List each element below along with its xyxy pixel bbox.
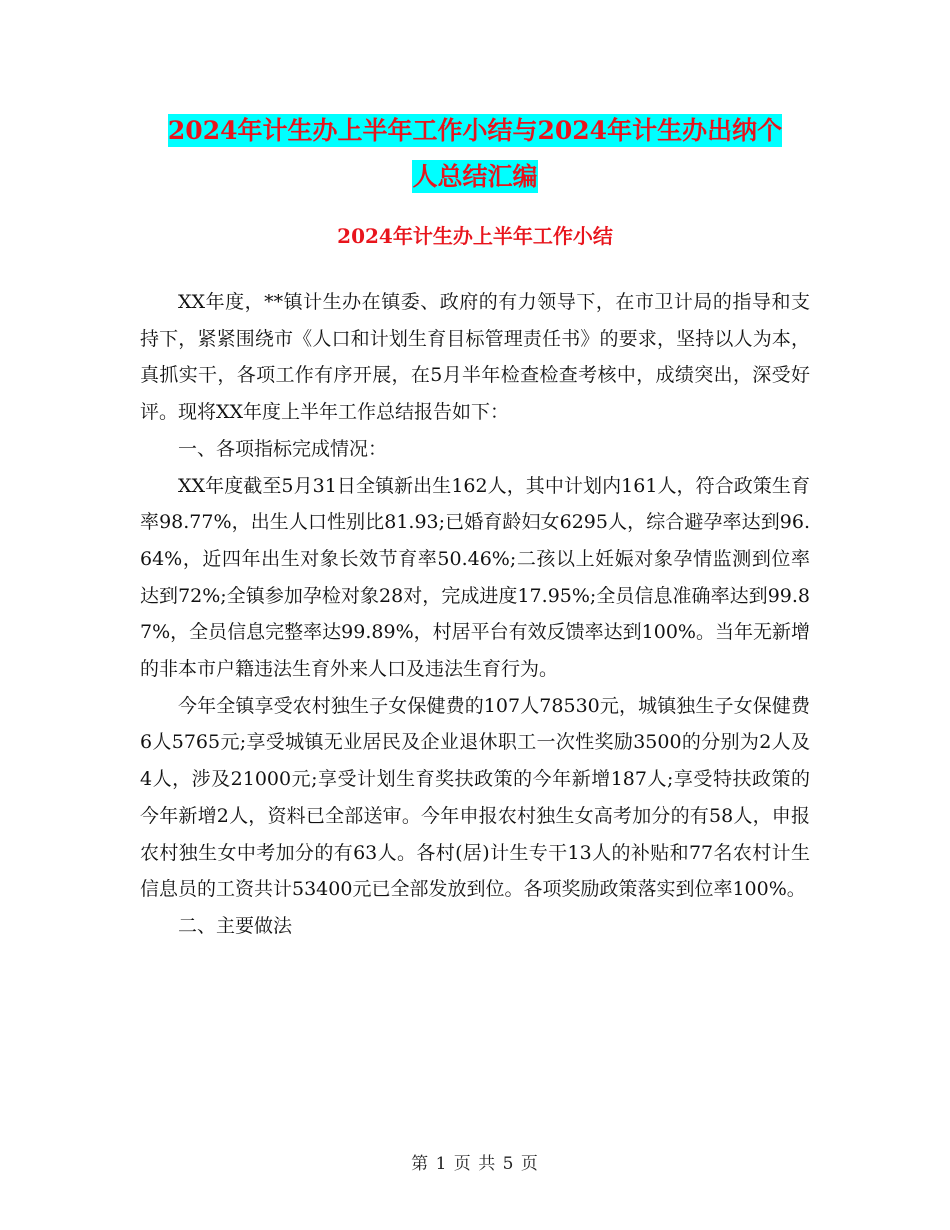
title-line-1: 2024年计生办上半年工作小结与2024年计生办出纳个 <box>167 116 783 145</box>
page-footer: 第 1 页 共 5 页 <box>411 1154 539 1174</box>
document-body <box>140 284 810 945</box>
paragraph-rewards: 今年全镇享受农村独生子女保健费的107人78530元，城镇独生子女保健费6人5765元;享受城镇无业居民及企业退休职工一次性奖励3500的分别为2人及4人，涉及21000元;享受计划生育奖扶政策的今年新增187人;享受特扶政策的今年新增2人，资料已全部送审。今年申报农村独生女高考加分的有58人，申报农村独生女中考加分的有63人。各村(居)计生专干13人的补贴和77名农村计生信息员的工资共计53400元已全部发放到位。各项奖励政策落实到位率100%。 <box>140 694 810 901</box>
paragraph-statistics: XX年度截至5月31日全镇新出生162人，其中计划内161人，符合政策生育率98.77%，出生人口性别比81.93;已婚育龄妇女6295人，综合避孕率达到96.64%，近四年出生对象长效节育率50.46%;二孩以上妊娠对象孕情监测到位率达到72%;全镇参加孕检对象28对，完成进度17.95%;全员信息准确率达到99.87%，全员信息完整率达99.89%，村居平台有效反馈率达到100%。当年无新增的非本市户籍违法生育外来人口及违法生育行为。 <box>140 474 810 681</box>
heading-indicators: 一、各项指标完成情况： <box>178 437 388 460</box>
heading-main-practices: 二、主要做法 <box>178 914 293 937</box>
title-line-2: 人总结汇编 <box>412 162 538 191</box>
section-title: 2024年计生办上半年工作小结 <box>337 224 613 248</box>
paragraph-intro: XX年度，**镇计生办在镇委、政府的有力领导下，在市卫计局的指导和支持下，紧紧围绕市《人口和计划生育目标管理责任书》的要求，坚持以人为本，真抓实干，各项工作有序开展，在5月半年检查检查考核中，成绩突出，深受好评。现将XX年度上半年工作总结报告如下： <box>140 291 810 424</box>
document-title <box>140 108 810 200</box>
